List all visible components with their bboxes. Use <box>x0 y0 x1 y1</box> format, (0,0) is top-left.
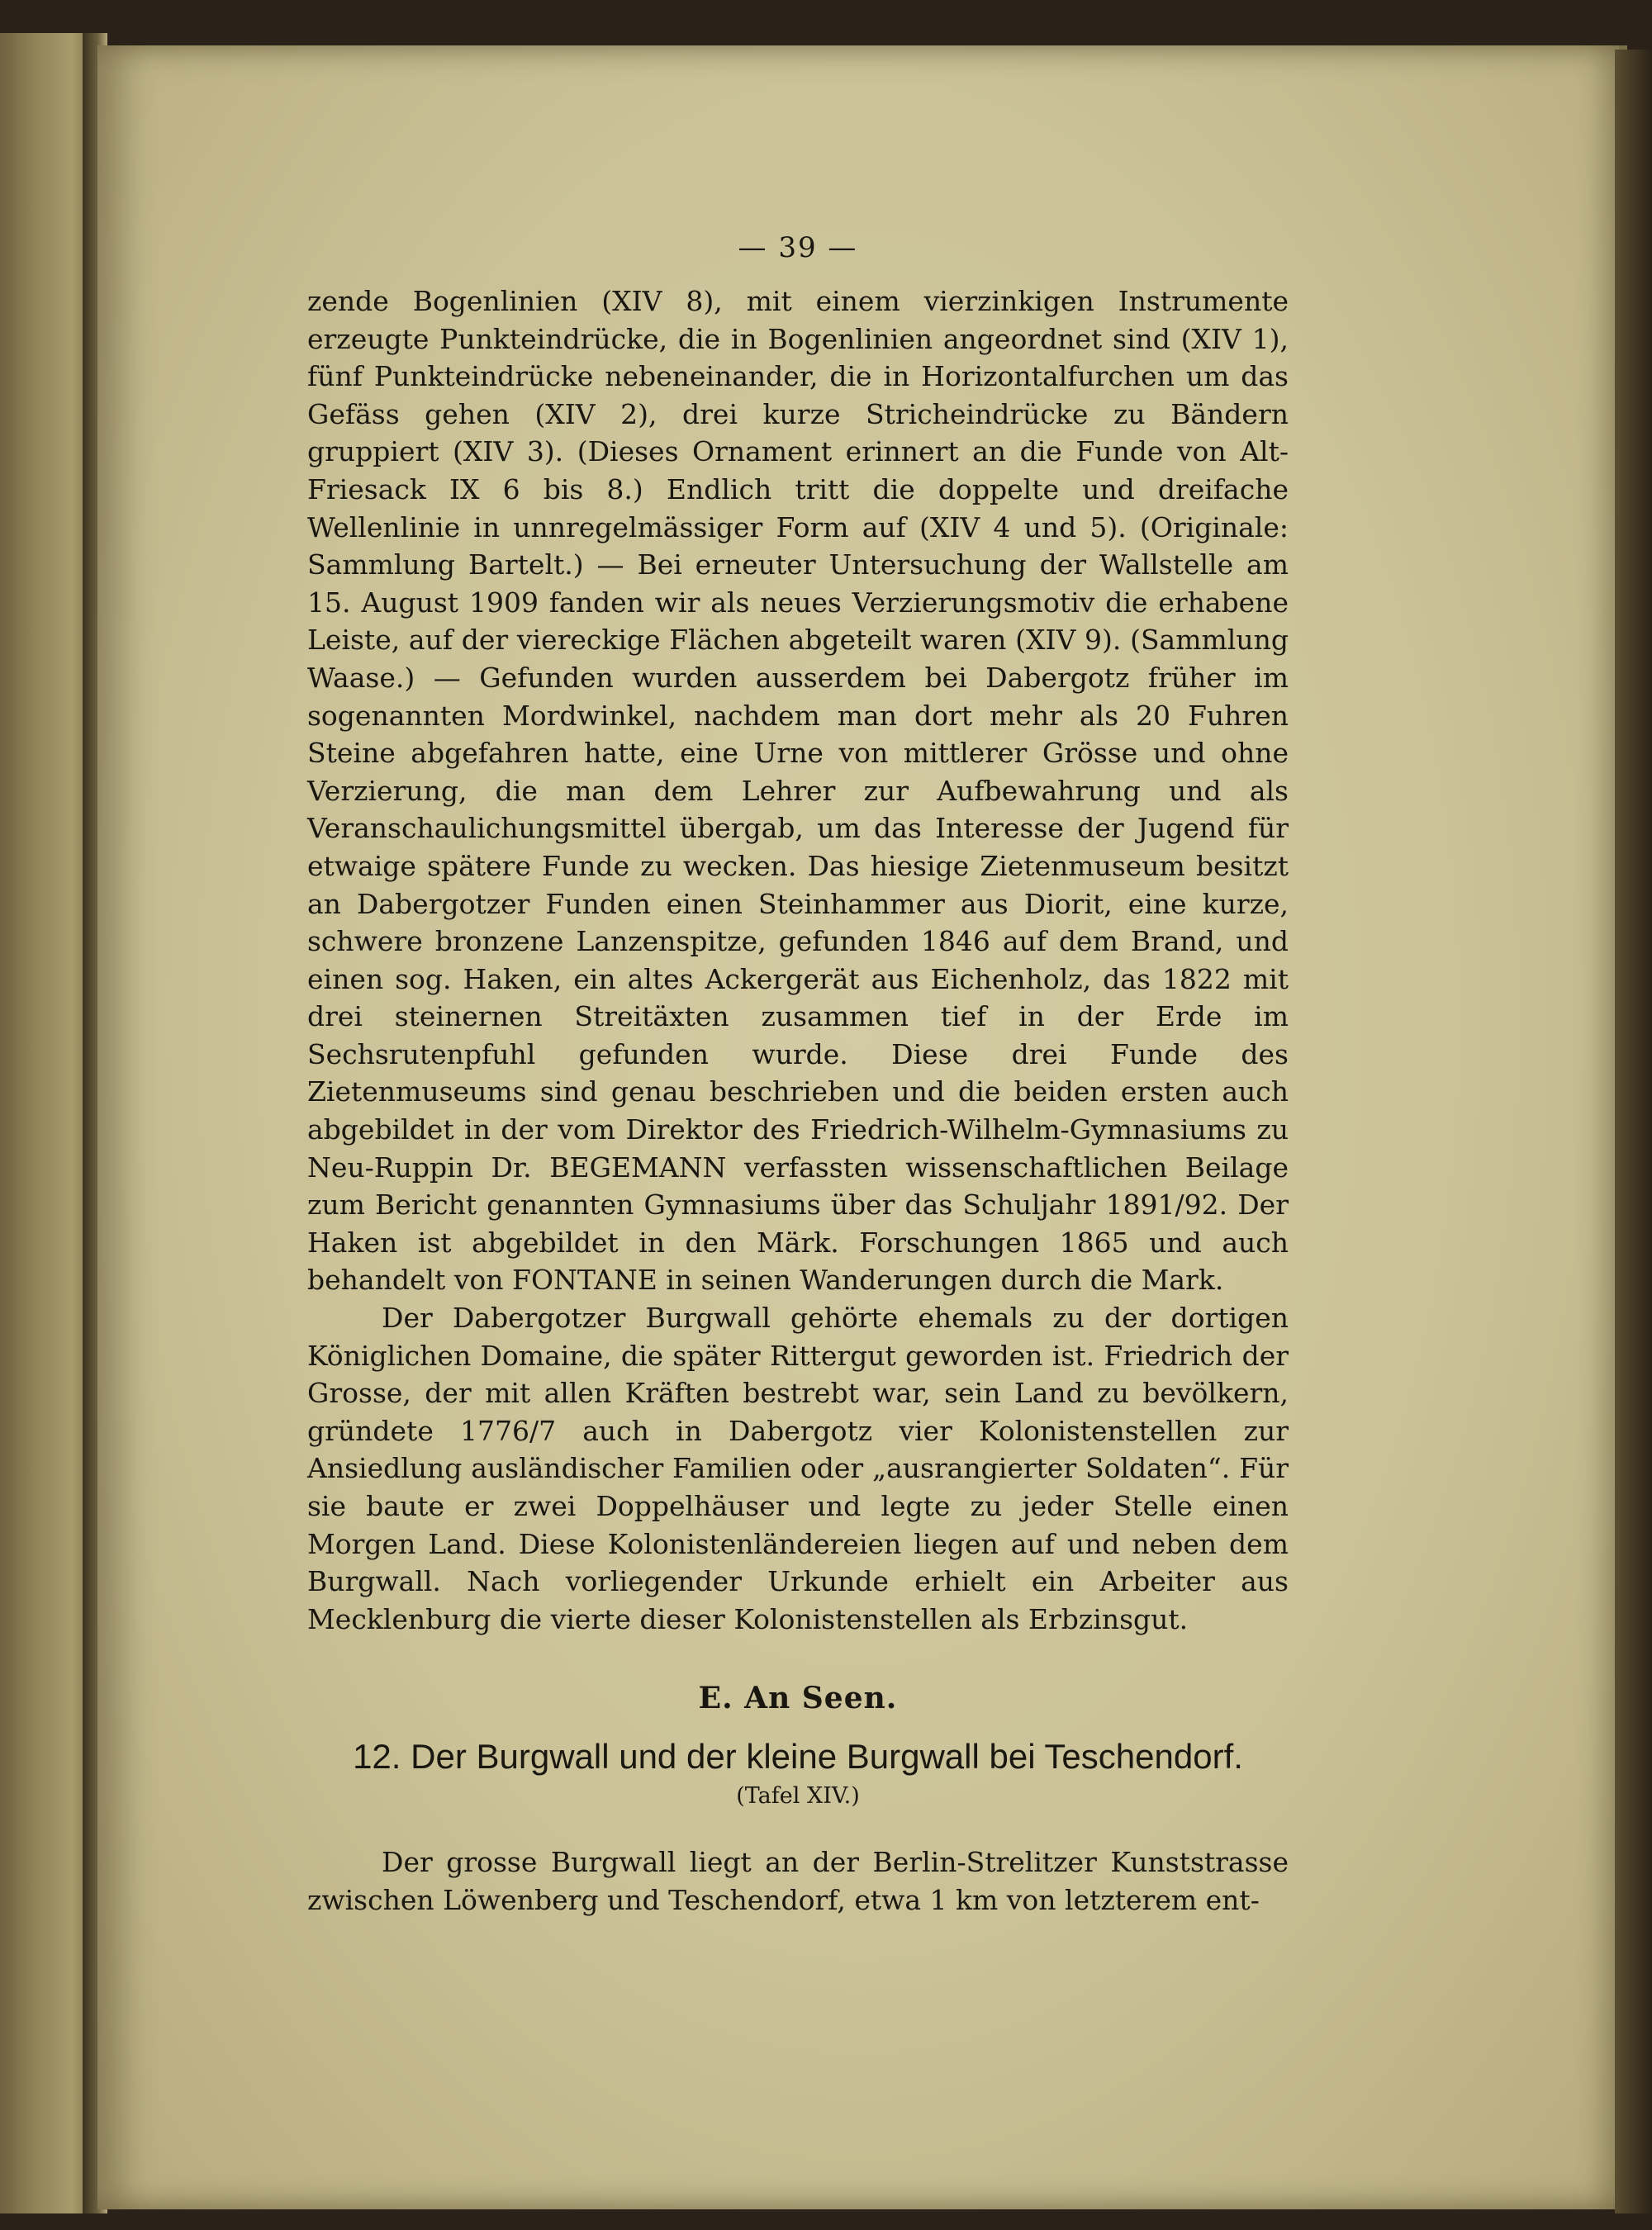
page-text-block <box>307 231 1289 1919</box>
section-heading: E. An Seen. <box>698 1681 898 1716</box>
article-title: 12. Der Burgwall und der kleine Burgwall bei Teschendorf. <box>353 1737 1243 1777</box>
facing-page-edge <box>0 33 89 2213</box>
paragraph-2: Der Dabergotzer Burgwall gehörte ehemals zu der dortigen Königlichen Domaine, die später Rittergut geworden ist. Friedrich der Grosse, der mit allen Kräften bestrebt war, sein Land zu bevölkern, gründete 1776/7 auch in Dabergotz vier Kolonistenstellen zur Ansiedlung ausländischer Familien oder „ausrangierter Soldaten“. Für sie baute er zwei Doppelhäuser und legte zu jeder Stelle einen Morgen Land. Diese Kolonistenländereien liegen auf und neben dem Burgwall. Nach vorliegender Urkunde erhielt ein Arbeiter aus Mecklenburg die vierte dieser Kolonistenstellen als Erbzinsgut. <box>307 1302 1289 1635</box>
paragraph-1: zende Bogenlinien (XIV 8), mit einem vierzinkigen Instrumente erzeugte Punkteindrücke, die in Bogenlinien angeordnet sind (XIV 1), fünf Punkteindrücke nebeneinander, die in Horizontalfurchen um das Gefäss gehen (XIV 2), drei kurze Stricheindrücke zu Bändern gruppiert (XIV 3). (Dieses Ornament erinnert an die Funde von Alt-Friesack IX 6 bis 8.) Endlich tritt die doppelte und dreifache Wellenlinie in unnregelmässiger Form auf (XIV 4 und 5). (Originale: Sammlung Bartelt.) — Bei erneuter Untersuchung der Wallstelle am 15. August 1909 fanden wir als neues Verzierungsmotiv die erhabene Leiste, auf der viereckige Flächen abgeteilt waren (XIV 9). (Sammlung Waase.) — Gefunden wurden ausserdem bei Dabergotz früher im sogenannten Mordwinkel, nachdem man dort mehr als 20 Fuhren Steine abgefahren hatte, eine Urne von mittlerer Grösse und ohne Verzierung, die man dem Lehrer zur Aufbewahrung und als Veranschaulichungsmittel übergab, um das Interesse der Jugend für etwaige spätere Funde zu wecken. Das hiesige Zietenmuseum besitzt an Dabergotzer Funden einen Steinhammer aus Diorit, eine kurze, schwere bronzene Lanzenspitze, gefunden 1846 auf dem Brand, und einen sog. Haken, ein altes Ackergerät aus Eichenholz, das 1822 mit drei steinernen Streitäxten zusammen tief in der Erde im Sechsrutenpfuhl gefunden wurde. Diese drei Funde des Zietenmuseums sind genau beschrieben und die beiden ersten auch abgebildet in der vom Direktor des Friedrich-Wilhelm-Gymnasiums zu Neu-Ruppin Dr. BEGEMANN verfassten wissenschaftlichen Beilage zum Bericht genannten Gymnasiums über das Schuljahr 1891/92. Der Haken ist abgebildet in den Märk. Forschungen 1865 und auch behandelt von FONTANE in seinen Wanderungen durch die Mark. <box>307 285 1289 1297</box>
article-subtitle: (Tafel XIV.) <box>736 1783 860 1810</box>
page-number: — 39 — <box>738 231 858 264</box>
book-cover-edge <box>1615 50 1652 2213</box>
article-paragraph: Der grosse Burgwall liegt an der Berlin-Strelitzer Kunststrasse zwischen Löwenberg und Teschendorf, etwa 1 km von letzterem ent- <box>307 1846 1289 1916</box>
